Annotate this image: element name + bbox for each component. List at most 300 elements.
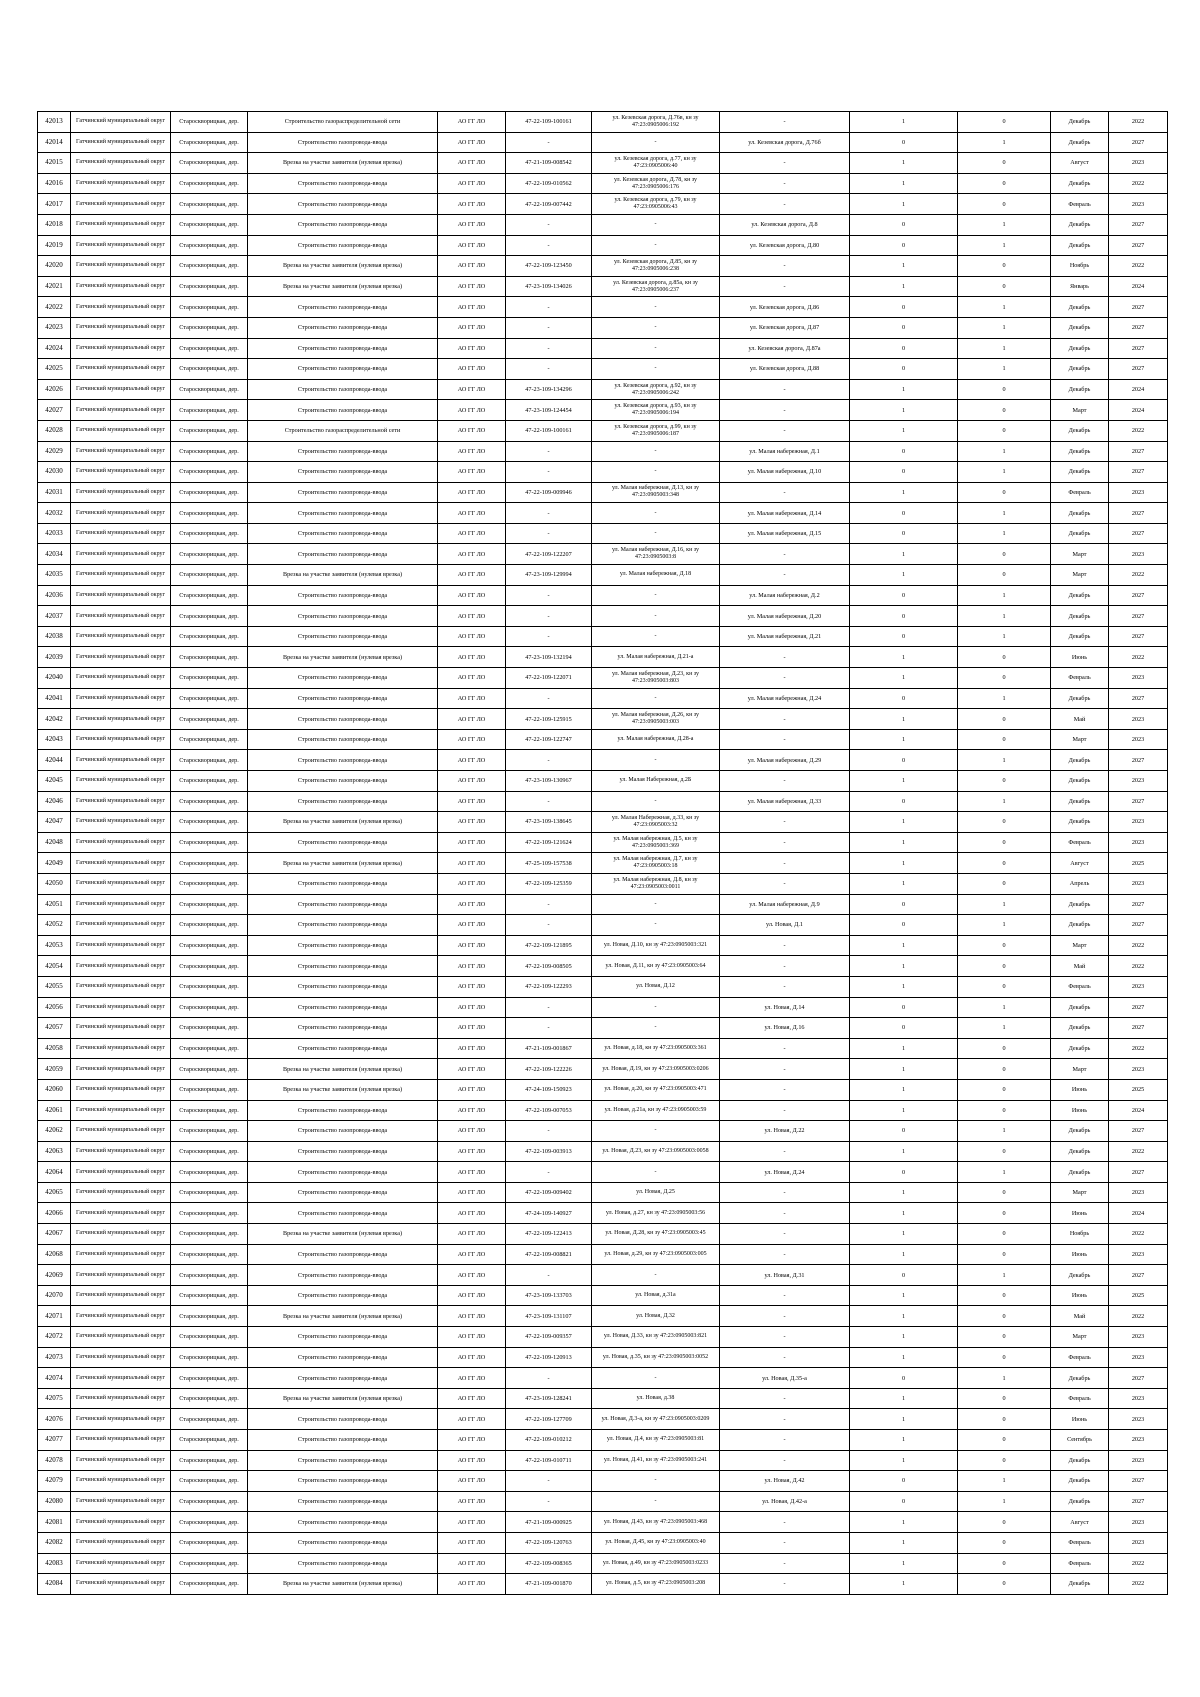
cell-district: Гатчинский муниципальный округ — [71, 1121, 171, 1142]
cell-row-id: 42046 — [38, 791, 71, 812]
cell-district: Гатчинский муниципальный округ — [71, 1079, 171, 1100]
cell-month: Декабрь — [1051, 812, 1109, 833]
cell-year: 2024 — [1109, 379, 1168, 400]
cell-settlement: Староскворицкая, дер. — [171, 112, 248, 133]
cell-cadastral-address: ул. Новая, Д.28, кн зу 47:23:0905003:45 — [592, 1224, 720, 1245]
cell-count-planned: 0 — [958, 1327, 1051, 1348]
cell-application-number: 47-25-109-157538 — [506, 853, 592, 874]
cell-count-done: 0 — [850, 132, 958, 153]
cell-district: Гатчинский муниципальный округ — [71, 894, 171, 915]
cell-count-planned: 1 — [958, 750, 1051, 771]
cell-row-id: 42047 — [38, 812, 71, 833]
cell-district: Гатчинский муниципальный округ — [71, 729, 171, 750]
cell-year: 2023 — [1109, 873, 1168, 894]
cell-count-done: 1 — [850, 935, 958, 956]
cell-planned-address: ул. Малая набережная, Д.33 — [720, 791, 850, 812]
cell-year: 2023 — [1109, 1512, 1168, 1533]
cell-settlement: Староскворицкая, дер. — [171, 297, 248, 318]
cell-district: Гатчинский муниципальный округ — [71, 441, 171, 462]
cell-row-id: 42044 — [38, 750, 71, 771]
cell-planned-address: - — [720, 1285, 850, 1306]
cell-row-id: 42070 — [38, 1285, 71, 1306]
cell-row-id: 42027 — [38, 400, 71, 421]
cell-application-number: 47-22-109-121895 — [506, 935, 592, 956]
cell-count-planned: 0 — [958, 976, 1051, 997]
cell-district: Гатчинский муниципальный округ — [71, 585, 171, 606]
cell-organization: АО ГГ ЛО — [438, 585, 506, 606]
cell-district: Гатчинский муниципальный округ — [71, 1430, 171, 1451]
cell-settlement: Староскворицкая, дер. — [171, 482, 248, 503]
cell-work-type: Строительство газопровода-ввода — [248, 1450, 438, 1471]
cell-cadastral-address: ул. Новая, д.31а — [592, 1285, 720, 1306]
cell-application-number: 47-22-109-007053 — [506, 1100, 592, 1121]
cell-work-type: Строительство газопровода-ввода — [248, 1100, 438, 1121]
cell-count-planned: 1 — [958, 523, 1051, 544]
cell-application-number: - — [506, 317, 592, 338]
cell-cadastral-address: ул. Новая, Д.10, кн зу 47:23:0905003:321 — [592, 935, 720, 956]
cell-year: 2023 — [1109, 1244, 1168, 1265]
cell-cadastral-address: ул. Новая, д.49, кн зу 47:23:0905003:0233 — [592, 1553, 720, 1574]
cell-count-done: 1 — [850, 1409, 958, 1430]
cell-month: Декабрь — [1051, 112, 1109, 133]
cell-planned-address: - — [720, 956, 850, 977]
cell-year: 2022 — [1109, 935, 1168, 956]
cell-work-type: Строительство газопровода-ввода — [248, 1409, 438, 1430]
table-row — [38, 338, 1168, 359]
cell-settlement: Староскворицкая, дер. — [171, 523, 248, 544]
cell-settlement: Староскворицкая, дер. — [171, 1347, 248, 1368]
cell-cadastral-address: ул. Новая, д.18, кн зу 47:23:0905003:361 — [592, 1038, 720, 1059]
cell-month: Декабрь — [1051, 379, 1109, 400]
cell-cadastral-address: ул. Малая набережная, Д.13, кн зу 47:23:0905003:348 — [592, 482, 720, 503]
cell-count-done: 0 — [850, 1265, 958, 1286]
cell-application-number: - — [506, 1162, 592, 1183]
cell-row-id: 42057 — [38, 1018, 71, 1039]
cell-planned-address: - — [720, 194, 850, 215]
table-row — [38, 565, 1168, 586]
cell-district: Гатчинский муниципальный округ — [71, 1059, 171, 1080]
cell-cadastral-address: ул. Кезевская дорога, д.99, кн зу 47:23:0905006:187 — [592, 420, 720, 441]
cell-settlement: Староскворицкая, дер. — [171, 256, 248, 277]
table-row — [38, 1059, 1168, 1080]
cell-settlement: Староскворицкая, дер. — [171, 1450, 248, 1471]
cell-cadastral-address: - — [592, 791, 720, 812]
cell-planned-address: ул. Малая набережная, Д.15 — [720, 523, 850, 544]
cell-year: 2022 — [1109, 112, 1168, 133]
cell-cadastral-address: ул. Малая набережная, Д.23, кн зу 47:23:0905003:803 — [592, 668, 720, 689]
cell-cadastral-address: ул. Кезевская дорога, д.85а, кн зу 47:23:0905006:237 — [592, 276, 720, 297]
cell-row-id: 42062 — [38, 1121, 71, 1142]
cell-planned-address: ул. Новая, Д.31 — [720, 1265, 850, 1286]
cell-year: 2027 — [1109, 503, 1168, 524]
cell-settlement: Староскворицкая, дер. — [171, 1409, 248, 1430]
cell-settlement: Староскворицкая, дер. — [171, 1388, 248, 1409]
cell-month: Февраль — [1051, 1532, 1109, 1553]
cell-year: 2024 — [1109, 1100, 1168, 1121]
cell-settlement: Староскворицкая, дер. — [171, 1121, 248, 1142]
cell-work-type: Врезка на участке заявителя (нулевая врезка) — [248, 1574, 438, 1595]
cell-row-id: 42079 — [38, 1471, 71, 1492]
cell-count-planned: 0 — [958, 1244, 1051, 1265]
cell-year: 2023 — [1109, 1347, 1168, 1368]
table-row — [38, 1244, 1168, 1265]
cell-work-type: Врезка на участке заявителя (нулевая врезка) — [248, 1388, 438, 1409]
table-row — [38, 894, 1168, 915]
cell-district: Гатчинский муниципальный округ — [71, 256, 171, 277]
cell-year: 2023 — [1109, 1182, 1168, 1203]
cell-count-done: 0 — [850, 1121, 958, 1142]
cell-row-id: 42033 — [38, 523, 71, 544]
cell-organization: АО ГГ ЛО — [438, 729, 506, 750]
cell-organization: АО ГГ ЛО — [438, 1059, 506, 1080]
cell-month: Июнь — [1051, 1409, 1109, 1430]
cell-settlement: Староскворицкая, дер. — [171, 771, 248, 792]
cell-work-type: Строительство газопровода-ввода — [248, 1512, 438, 1533]
cell-application-number: - — [506, 894, 592, 915]
cell-month: Май — [1051, 709, 1109, 730]
cell-settlement: Староскворицкая, дер. — [171, 1368, 248, 1389]
cell-cadastral-address: - — [592, 1491, 720, 1512]
table-row — [38, 873, 1168, 894]
cell-year: 2023 — [1109, 1409, 1168, 1430]
cell-planned-address: ул. Малая набережная, Д.14 — [720, 503, 850, 524]
cell-planned-address: ул. Кезевская дорога, Д.8 — [720, 214, 850, 235]
cell-row-id: 42078 — [38, 1450, 71, 1471]
cell-district: Гатчинский муниципальный округ — [71, 1265, 171, 1286]
cell-count-done: 1 — [850, 1285, 958, 1306]
cell-count-done: 0 — [850, 523, 958, 544]
cell-row-id: 42031 — [38, 482, 71, 503]
cell-month: Февраль — [1051, 668, 1109, 689]
cell-row-id: 42032 — [38, 503, 71, 524]
cell-year: 2027 — [1109, 132, 1168, 153]
cell-year: 2022 — [1109, 173, 1168, 194]
cell-application-number: 47-24-109-150923 — [506, 1079, 592, 1100]
cell-count-done: 0 — [850, 626, 958, 647]
cell-year: 2023 — [1109, 1059, 1168, 1080]
cell-work-type: Строительство газопровода-ввода — [248, 771, 438, 792]
cell-district: Гатчинский муниципальный округ — [71, 317, 171, 338]
cell-count-done: 0 — [850, 997, 958, 1018]
cell-organization: АО ГГ ЛО — [438, 482, 506, 503]
cell-count-done: 0 — [850, 1491, 958, 1512]
cell-row-id: 42016 — [38, 173, 71, 194]
cell-work-type: Строительство газопровода-ввода — [248, 729, 438, 750]
cell-count-done: 1 — [850, 544, 958, 565]
table-row — [38, 214, 1168, 235]
cell-organization: АО ГГ ЛО — [438, 1285, 506, 1306]
cell-district: Гатчинский муниципальный округ — [71, 1182, 171, 1203]
cell-cadastral-address: - — [592, 1265, 720, 1286]
cell-count-planned: 0 — [958, 1409, 1051, 1430]
cell-row-id: 42068 — [38, 1244, 71, 1265]
cell-work-type: Строительство газопровода-ввода — [248, 1265, 438, 1286]
cell-settlement: Староскворицкая, дер. — [171, 1265, 248, 1286]
cell-work-type: Строительство газопровода-ввода — [248, 1244, 438, 1265]
cell-count-planned: 0 — [958, 544, 1051, 565]
cell-month: Декабрь — [1051, 1265, 1109, 1286]
cell-year: 2024 — [1109, 400, 1168, 421]
table-row — [38, 544, 1168, 565]
cell-application-number: - — [506, 1368, 592, 1389]
cell-district: Гатчинский муниципальный округ — [71, 523, 171, 544]
cell-month: Январь — [1051, 276, 1109, 297]
cell-count-done: 1 — [850, 1532, 958, 1553]
cell-cadastral-address: - — [592, 1018, 720, 1039]
cell-row-id: 42040 — [38, 668, 71, 689]
cell-year: 2027 — [1109, 338, 1168, 359]
cell-year: 2023 — [1109, 153, 1168, 174]
cell-row-id: 42058 — [38, 1038, 71, 1059]
cell-district: Гатчинский муниципальный округ — [71, 1574, 171, 1595]
cell-row-id: 42065 — [38, 1182, 71, 1203]
cell-row-id: 42015 — [38, 153, 71, 174]
table-row — [38, 441, 1168, 462]
cell-cadastral-address: ул. Малая набережная, Д.16, кн зу 47:23:0905003:8 — [592, 544, 720, 565]
cell-count-done: 0 — [850, 585, 958, 606]
cell-organization: АО ГГ ЛО — [438, 1224, 506, 1245]
cell-settlement: Староскворицкая, дер. — [171, 1100, 248, 1121]
cell-organization: АО ГГ ЛО — [438, 1409, 506, 1430]
cell-organization: АО ГГ ЛО — [438, 956, 506, 977]
cell-month: Июнь — [1051, 1285, 1109, 1306]
cell-application-number: 47-22-109-122071 — [506, 668, 592, 689]
cell-row-id: 42054 — [38, 956, 71, 977]
cell-planned-address: ул. Новая, Д.42-а — [720, 1491, 850, 1512]
cell-planned-address: - — [720, 112, 850, 133]
cell-year: 2023 — [1109, 1388, 1168, 1409]
cell-count-planned: 0 — [958, 1450, 1051, 1471]
cell-work-type: Строительство газопровода-ввода — [248, 235, 438, 256]
cell-settlement: Староскворицкая, дер. — [171, 173, 248, 194]
cell-work-type: Строительство газопровода-ввода — [248, 1327, 438, 1348]
cell-year: 2023 — [1109, 1532, 1168, 1553]
cell-count-done: 0 — [850, 214, 958, 235]
cell-month: Декабрь — [1051, 214, 1109, 235]
cell-organization: АО ГГ ЛО — [438, 853, 506, 874]
cell-work-type: Строительство газопровода-ввода — [248, 1285, 438, 1306]
cell-year: 2025 — [1109, 1285, 1168, 1306]
cell-planned-address: - — [720, 1224, 850, 1245]
cell-work-type: Врезка на участке заявителя (нулевая врезка) — [248, 647, 438, 668]
cell-application-number: 47-22-109-120913 — [506, 1347, 592, 1368]
cell-work-type: Строительство газопровода-ввода — [248, 1182, 438, 1203]
cell-row-id: 42018 — [38, 214, 71, 235]
cell-month: Июнь — [1051, 1203, 1109, 1224]
cell-settlement: Староскворицкая, дер. — [171, 1532, 248, 1553]
cell-row-id: 42050 — [38, 873, 71, 894]
cell-count-planned: 0 — [958, 668, 1051, 689]
cell-district: Гатчинский муниципальный округ — [71, 1553, 171, 1574]
cell-row-id: 42064 — [38, 1162, 71, 1183]
cell-organization: АО ГГ ЛО — [438, 441, 506, 462]
cell-work-type: Врезка на участке заявителя (нулевая врезка) — [248, 853, 438, 874]
cell-work-type: Строительство газопровода-ввода — [248, 482, 438, 503]
cell-year: 2027 — [1109, 1368, 1168, 1389]
cell-organization: АО ГГ ЛО — [438, 1244, 506, 1265]
cell-work-type: Строительство газопровода-ввода — [248, 1038, 438, 1059]
cell-row-id: 42023 — [38, 317, 71, 338]
cell-district: Гатчинский муниципальный округ — [71, 194, 171, 215]
cell-district: Гатчинский муниципальный округ — [71, 173, 171, 194]
cell-count-done: 1 — [850, 873, 958, 894]
cell-count-planned: 0 — [958, 482, 1051, 503]
cell-organization: АО ГГ ЛО — [438, 1038, 506, 1059]
cell-year: 2027 — [1109, 1018, 1168, 1039]
cell-count-done: 1 — [850, 1306, 958, 1327]
cell-count-planned: 1 — [958, 997, 1051, 1018]
cell-cadastral-address: - — [592, 235, 720, 256]
cell-settlement: Староскворицкая, дер. — [171, 1162, 248, 1183]
cell-organization: АО ГГ ЛО — [438, 832, 506, 853]
cell-district: Гатчинский муниципальный округ — [71, 1244, 171, 1265]
cell-work-type: Врезка на участке заявителя (нулевая врезка) — [248, 1079, 438, 1100]
cell-district: Гатчинский муниципальный округ — [71, 1100, 171, 1121]
cell-application-number: 47-22-109-122747 — [506, 729, 592, 750]
cell-year: 2027 — [1109, 441, 1168, 462]
cell-year: 2023 — [1109, 812, 1168, 833]
cell-row-id: 42055 — [38, 976, 71, 997]
cell-district: Гатчинский муниципальный округ — [71, 153, 171, 174]
cell-row-id: 42061 — [38, 1100, 71, 1121]
cell-count-planned: 0 — [958, 1203, 1051, 1224]
cell-count-done: 1 — [850, 276, 958, 297]
cell-planned-address: ул. Малая набережная, Д.9 — [720, 894, 850, 915]
cell-settlement: Староскворицкая, дер. — [171, 1244, 248, 1265]
cell-organization: АО ГГ ЛО — [438, 1100, 506, 1121]
cell-count-planned: 0 — [958, 1306, 1051, 1327]
cell-planned-address: ул. Малая набережная, Д.29 — [720, 750, 850, 771]
cell-month: Ноябрь — [1051, 256, 1109, 277]
cell-row-id: 42077 — [38, 1430, 71, 1451]
cell-planned-address: - — [720, 1038, 850, 1059]
cell-organization: АО ГГ ЛО — [438, 709, 506, 730]
cell-month: Февраль — [1051, 1347, 1109, 1368]
cell-month: Декабрь — [1051, 791, 1109, 812]
cell-settlement: Староскворицкая, дер. — [171, 544, 248, 565]
cell-organization: АО ГГ ЛО — [438, 606, 506, 627]
cell-settlement: Староскворицкая, дер. — [171, 153, 248, 174]
cell-year: 2023 — [1109, 544, 1168, 565]
cell-planned-address: - — [720, 565, 850, 586]
cell-work-type: Строительство газопровода-ввода — [248, 441, 438, 462]
cell-work-type: Врезка на участке заявителя (нулевая врезка) — [248, 1059, 438, 1080]
cell-district: Гатчинский муниципальный округ — [71, 1224, 171, 1245]
cell-month: Август — [1051, 1512, 1109, 1533]
table-row — [38, 1327, 1168, 1348]
cell-count-planned: 0 — [958, 1141, 1051, 1162]
cell-month: Декабрь — [1051, 750, 1109, 771]
cell-planned-address: ул. Кезевская дорога, Д.87а — [720, 338, 850, 359]
cell-settlement: Староскворицкая, дер. — [171, 317, 248, 338]
cell-application-number: - — [506, 915, 592, 936]
cell-row-id: 42025 — [38, 359, 71, 380]
cell-application-number: 47-22-109-122207 — [506, 544, 592, 565]
cell-planned-address: - — [720, 1327, 850, 1348]
cell-settlement: Староскворицкая, дер. — [171, 235, 248, 256]
table-row — [38, 853, 1168, 874]
cell-work-type: Врезка на участке заявителя (нулевая врезка) — [248, 256, 438, 277]
table-row — [38, 194, 1168, 215]
cell-cadastral-address: - — [592, 317, 720, 338]
cell-planned-address: - — [720, 173, 850, 194]
cell-month: Февраль — [1051, 194, 1109, 215]
table-row — [38, 709, 1168, 730]
cell-year: 2022 — [1109, 1038, 1168, 1059]
cell-count-done: 1 — [850, 379, 958, 400]
table-row — [38, 1409, 1168, 1430]
cell-work-type: Строительство газопровода-ввода — [248, 338, 438, 359]
cell-application-number: - — [506, 1265, 592, 1286]
cell-month: Март — [1051, 935, 1109, 956]
cell-year: 2022 — [1109, 420, 1168, 441]
cell-year: 2027 — [1109, 359, 1168, 380]
table-row — [38, 235, 1168, 256]
cell-count-planned: 1 — [958, 132, 1051, 153]
cell-cadastral-address: ул. Новая, д.20, кн зу 47:23:0905003:471 — [592, 1079, 720, 1100]
cell-application-number: - — [506, 997, 592, 1018]
cell-cadastral-address: ул. Новая, Д.43, кн зу 47:23:0905003:468 — [592, 1512, 720, 1533]
cell-organization: АО ГГ ЛО — [438, 565, 506, 586]
cell-year: 2027 — [1109, 297, 1168, 318]
cell-work-type: Строительство газопровода-ввода — [248, 585, 438, 606]
table-row — [38, 1450, 1168, 1471]
cell-month: Декабрь — [1051, 1141, 1109, 1162]
cell-planned-address: - — [720, 1553, 850, 1574]
cell-application-number: 47-22-109-010562 — [506, 173, 592, 194]
cell-application-number: 47-22-109-127709 — [506, 1409, 592, 1430]
cell-planned-address: ул. Новая, Д.35-а — [720, 1368, 850, 1389]
cell-planned-address: - — [720, 153, 850, 174]
cell-row-id: 42060 — [38, 1079, 71, 1100]
cell-planned-address: - — [720, 482, 850, 503]
table-row — [38, 750, 1168, 771]
cell-work-type: Строительство газопровода-ввода — [248, 544, 438, 565]
table-row — [38, 915, 1168, 936]
cell-cadastral-address: ул. Кезевская дорога, Д.76в, кн зу 47:23:0905006:192 — [592, 112, 720, 133]
cell-row-id: 42076 — [38, 1409, 71, 1430]
cell-cadastral-address: ул. Кезевская дорога, д.92, кн зу 47:23:0905006:242 — [592, 379, 720, 400]
cell-cadastral-address: ул. Новая, Д.45, кн зу 47:23:0905003:40 — [592, 1532, 720, 1553]
cell-organization: АО ГГ ЛО — [438, 1079, 506, 1100]
cell-month: Июнь — [1051, 647, 1109, 668]
cell-work-type: Строительство газопровода-ввода — [248, 1162, 438, 1183]
cell-work-type: Строительство газопровода-ввода — [248, 379, 438, 400]
table-body — [38, 112, 1168, 1595]
cell-count-planned: 0 — [958, 771, 1051, 792]
cell-planned-address: - — [720, 1347, 850, 1368]
cell-cadastral-address: - — [592, 297, 720, 318]
cell-work-type: Строительство газопровода-ввода — [248, 1491, 438, 1512]
cell-organization: АО ГГ ЛО — [438, 132, 506, 153]
cell-work-type: Строительство газопровода-ввода — [248, 997, 438, 1018]
cell-count-planned: 1 — [958, 1471, 1051, 1492]
cell-application-number: 47-22-109-010212 — [506, 1430, 592, 1451]
cell-month: Декабрь — [1051, 915, 1109, 936]
cell-row-id: 42048 — [38, 832, 71, 853]
cell-row-id: 42073 — [38, 1347, 71, 1368]
table-row — [38, 153, 1168, 174]
cell-work-type: Строительство газопровода-ввода — [248, 1553, 438, 1574]
table-row — [38, 997, 1168, 1018]
cell-organization: АО ГГ ЛО — [438, 317, 506, 338]
cell-organization: АО ГГ ЛО — [438, 894, 506, 915]
cell-count-planned: 0 — [958, 153, 1051, 174]
table-row — [38, 1574, 1168, 1595]
cell-application-number: - — [506, 626, 592, 647]
cell-row-id: 42081 — [38, 1512, 71, 1533]
cell-work-type: Строительство газопровода-ввода — [248, 832, 438, 853]
